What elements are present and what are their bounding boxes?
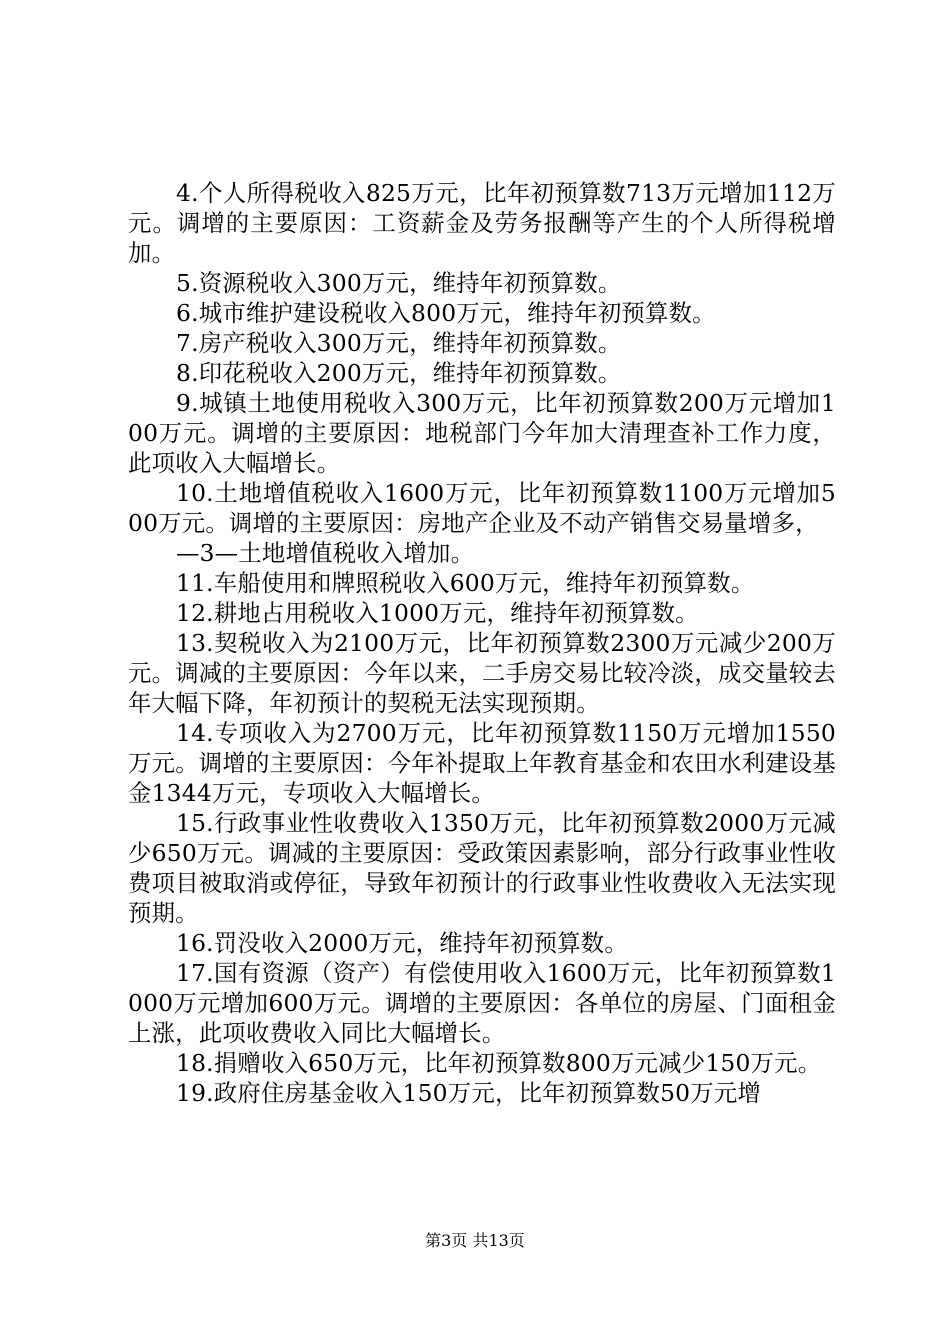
paragraph-12-farmland-occupation-tax: 12.耕地占用税收入1000万元，维持年初预算数。 <box>176 599 699 627</box>
paragraph-9-urban-land-use-tax: 9.城镇土地使用税收入300万元，比年初预算数200万元增加100万元。调增的主要原因：地税部门今年加大清理查补工作力度，此项收入大幅增长。 <box>128 389 836 477</box>
paragraph-10-land-value-added-tax: 10.土地增值税收入1600万元，比年初预算数1100万元增加500万元。调增的主要原因：房地产企业及不动产销售交易量增多， <box>128 479 836 537</box>
paragraph-16-fines-confiscations: 16.罚没收入2000万元，维持年初预算数。 <box>176 929 628 957</box>
paragraph-4-personal-income-tax: 4.个人所得税收入825万元，比年初预算数713万元增加112万元。调增的主要原因：工资薪金及劳务报酬等产生的个人所得税增加。 <box>128 179 836 267</box>
paragraph-13-deed-tax: 13.契税收入为2100万元，比年初预算数2300万元减少200万元。调减的主要原因：今年以来，二手房交易比较冷淡，成交量较去年大幅下降，年初预计的契税无法实现预期。 <box>128 629 836 717</box>
paragraph-5-resource-tax: 5.资源税收入300万元，维持年初预算数。 <box>176 269 622 297</box>
paragraph-8-stamp-tax: 8.印花税收入200万元，维持年初预算数。 <box>176 359 622 387</box>
paragraph-18-donation-income: 18.捐赠收入650万元，比年初预算数800万元减少150万元。 <box>176 1049 822 1077</box>
page-number-footer: 第3页 共13页 <box>425 1231 525 1250</box>
paragraph-6-urban-maintenance-tax: 6.城市维护建设税收入800万元，维持年初预算数。 <box>176 299 716 327</box>
document-body <box>128 178 836 1108</box>
paragraph-15-administrative-fees: 15.行政事业性收费收入1350万元，比年初预算数2000万元减少650万元。调减的主要原因：受政策因素影响，部分行政事业性收费项目被取消或停征，导致年初预计的行政事业性收费收入无法实现预期。 <box>128 809 836 927</box>
paragraph-19-housing-fund-income: 19.政府住房基金收入150万元，比年初预算数50万元增 <box>176 1079 762 1107</box>
paragraph-14-special-revenue: 14.专项收入为2700万元，比年初预算数1150万元增加1550万元。调增的主要原因：今年补提取上年教育基金和农田水利建设基金1344万元，专项收入大幅增长。 <box>128 719 836 807</box>
paragraph-11-vehicle-vessel-tax: 11.车船使用和牌照税收入600万元，维持年初预算数。 <box>176 569 755 597</box>
paragraph-7-property-tax: 7.房产税收入300万元，维持年初预算数。 <box>176 329 622 357</box>
paragraph-17-state-resources-income: 17.国有资源（资产）有偿使用收入1600万元，比年初预算数1000万元增加600万元。调增的主要原因：各单位的房屋、门面租金上涨，此项收费收入同比大幅增长。 <box>128 959 836 1047</box>
paragraph-page-break-fragment: —3—土地增值税收入增加。 <box>176 539 475 567</box>
